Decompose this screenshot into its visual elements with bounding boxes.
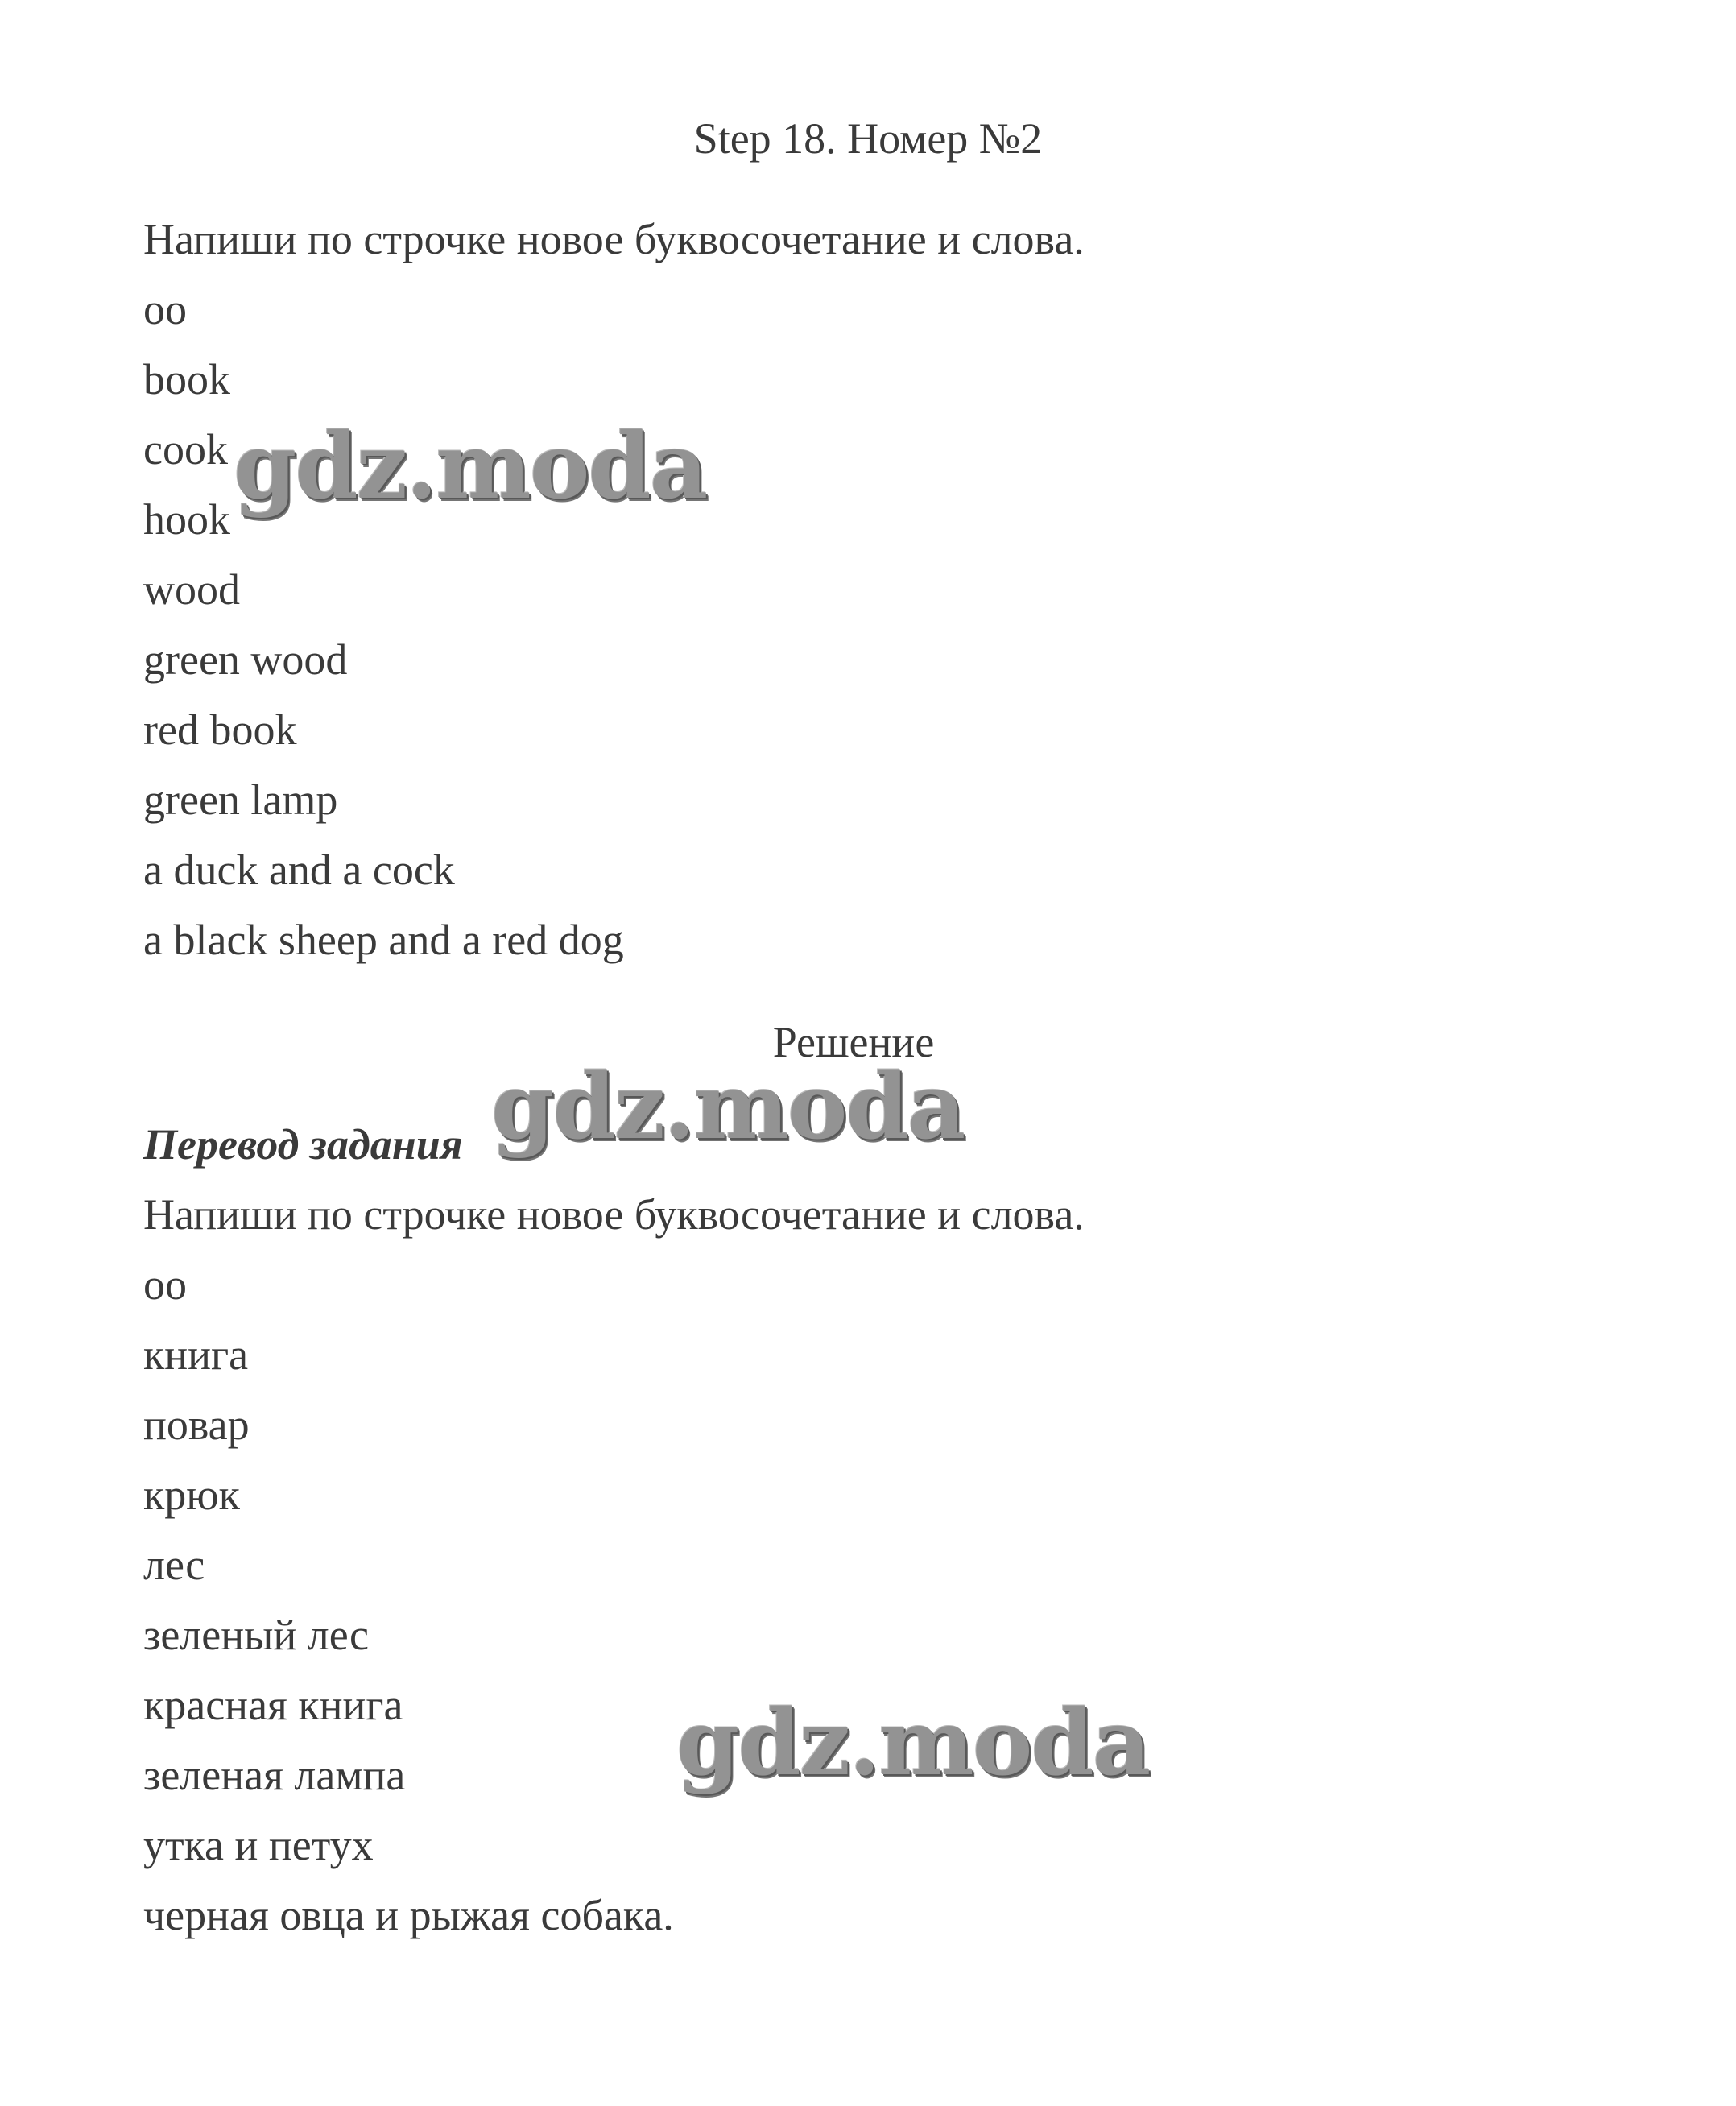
- watermark: gdz.moda: [234, 414, 707, 519]
- translation-item: крюк: [143, 1471, 240, 1519]
- translation-item: утка и петух: [143, 1821, 374, 1869]
- task-item: hook: [143, 495, 230, 544]
- translation-item: лес: [143, 1541, 205, 1589]
- task-instruction: Напиши по строчке новое буквосочетание и слова.: [143, 215, 1085, 263]
- translation-instruction: Напиши по строчке новое буквосочетание и слова.: [143, 1190, 1085, 1239]
- translation-item: черная овца и рыжая собака.: [143, 1891, 674, 1939]
- task-item: a duck and a cock: [143, 846, 455, 894]
- translation-item: книга: [143, 1330, 249, 1379]
- translation-block: [143, 1180, 1085, 1951]
- task-item: oo: [143, 285, 187, 333]
- translation-item: oo: [143, 1260, 187, 1309]
- task-item: wood: [143, 565, 240, 614]
- task-item: green wood: [143, 635, 348, 684]
- task-item: red book: [143, 705, 297, 754]
- translation-item: красная книга: [143, 1681, 403, 1729]
- translation-item: зеленый лес: [143, 1611, 370, 1659]
- task-item: book: [143, 355, 230, 403]
- watermark: gdz.moda: [491, 1054, 965, 1160]
- task-item: a black sheep and a red dog: [143, 916, 624, 964]
- watermark: gdz.moda: [676, 1690, 1150, 1796]
- translation-heading: Перевод задания: [143, 1120, 463, 1169]
- task-item: cook: [143, 425, 228, 474]
- solution-heading: Решение: [772, 1018, 935, 1066]
- translation-item: зеленая лампа: [143, 1751, 406, 1799]
- page-title: Step 18. Номер №2: [693, 114, 1043, 163]
- task-block: [143, 205, 1085, 975]
- task-item: green lamp: [143, 776, 338, 824]
- translation-item: повар: [143, 1401, 250, 1449]
